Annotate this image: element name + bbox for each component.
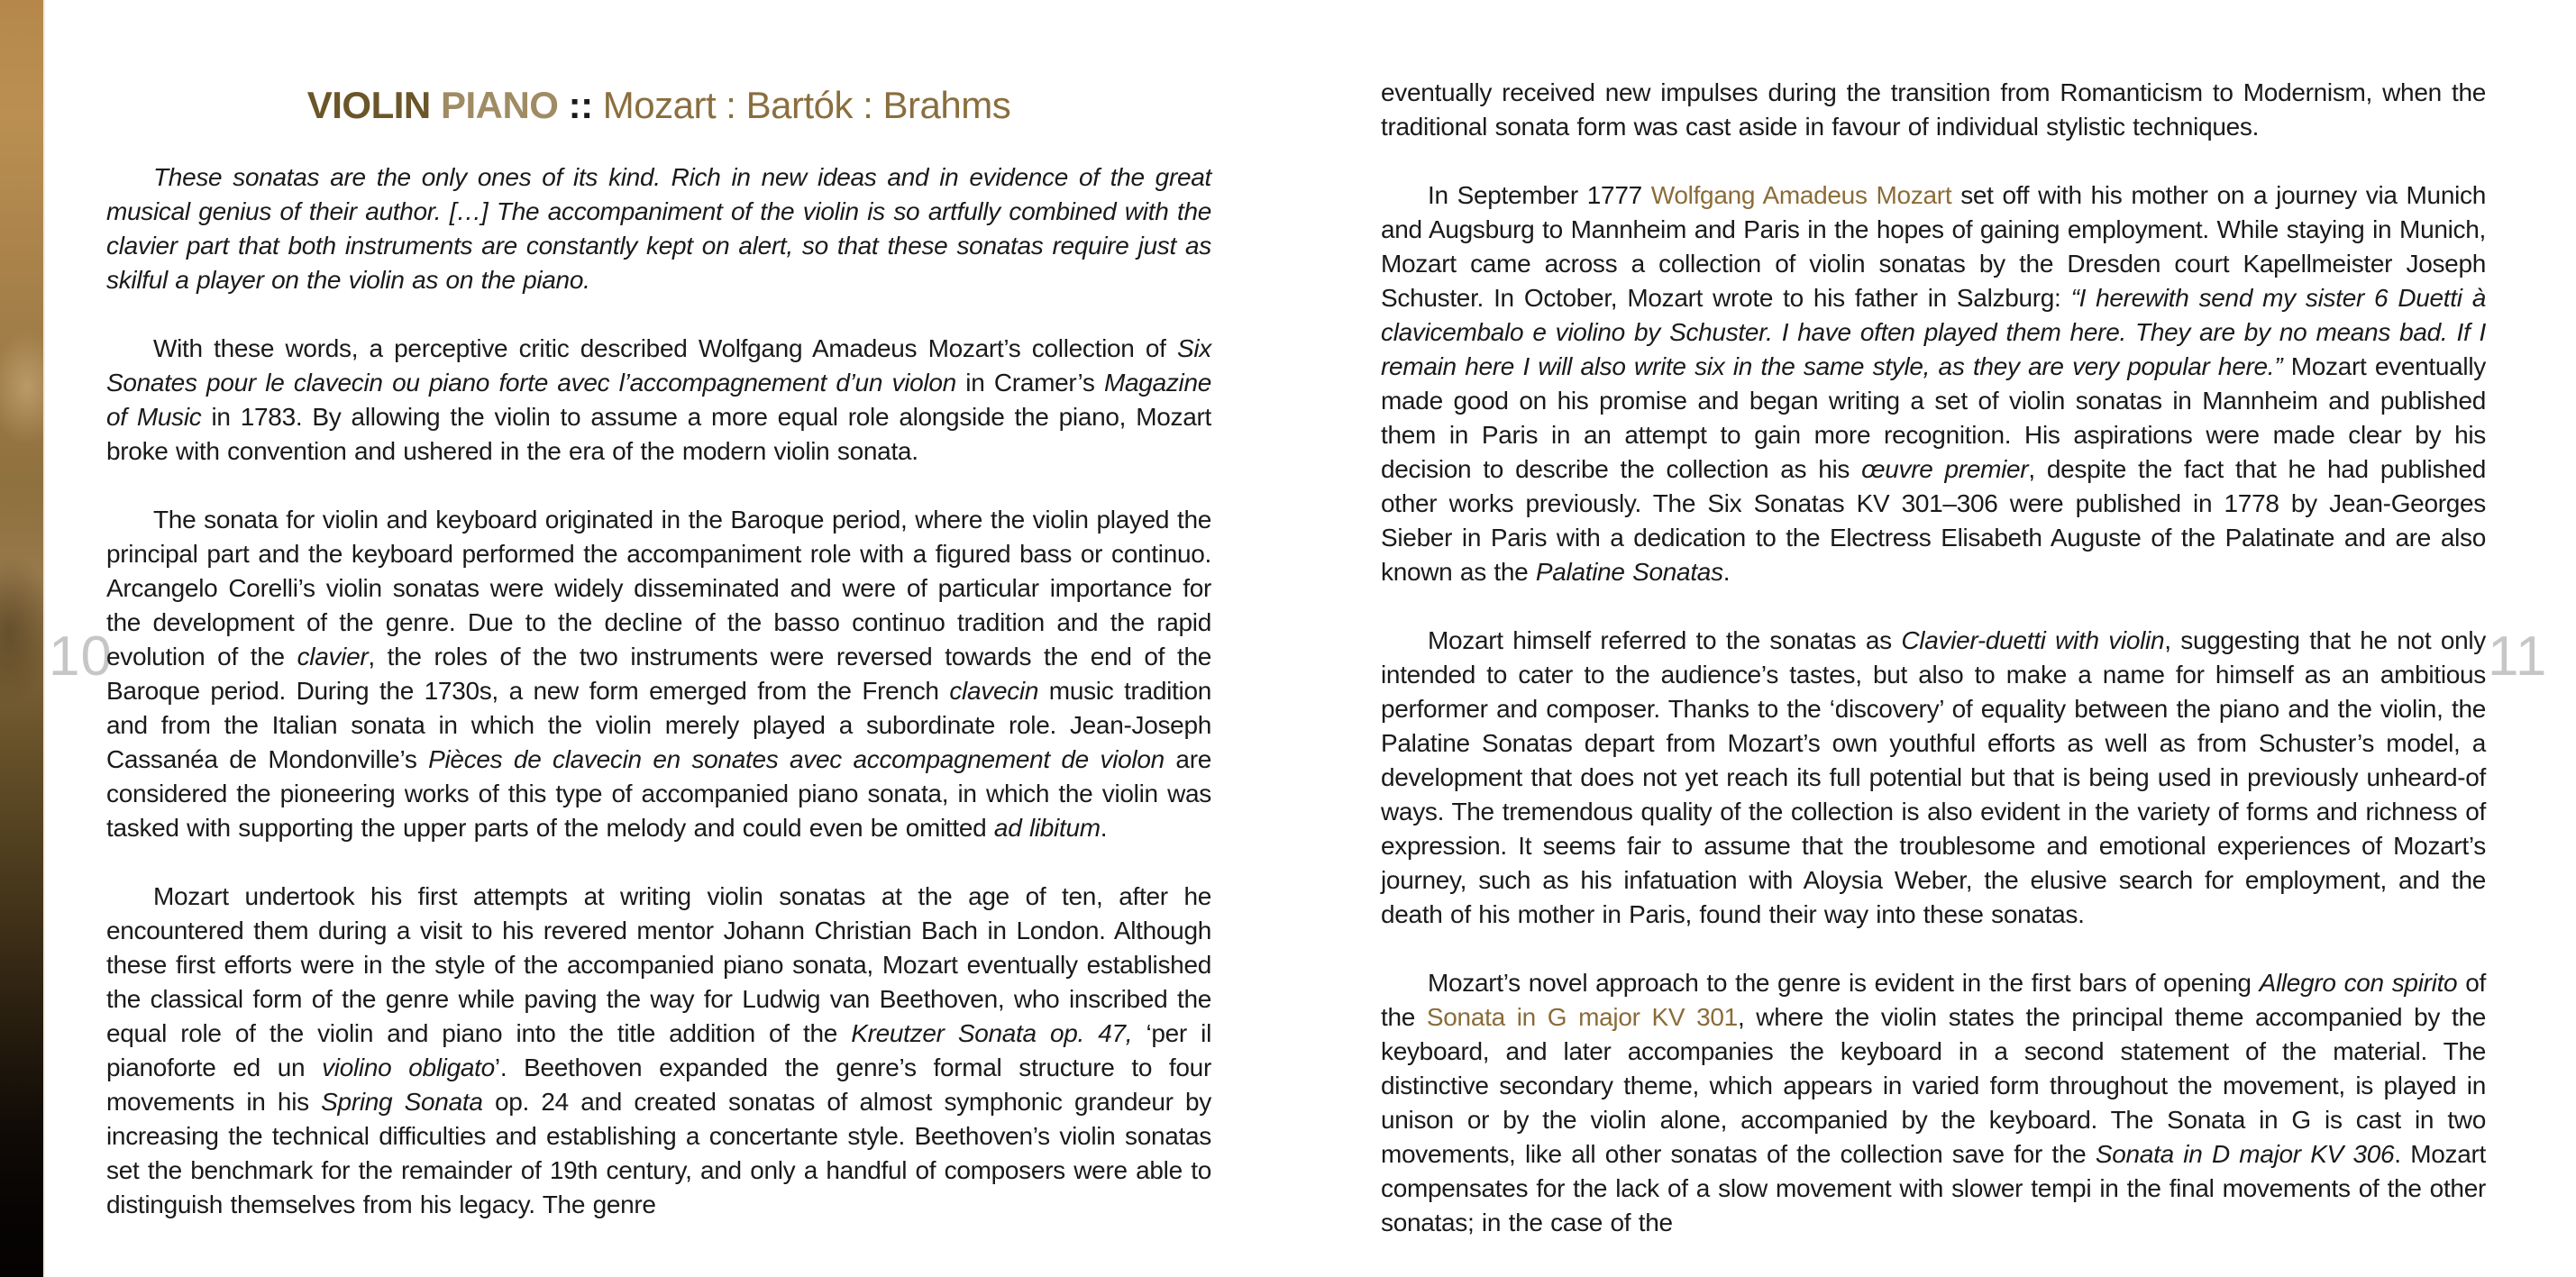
text-run-normal: . Mozart compensates for the lack of a slow movement with slower tempi in the final movements of the other sonatas; in the case of the <box>1381 1140 2486 1236</box>
paragraph <box>106 503 1211 845</box>
text-run-normal: The sonata for violin and keyboard originated in the Baroque period, where the violin played the principal part and the keyboard performed the accompaniment role with a figured bass or continuo. Arcangelo Corelli’s violin sonatas were widely disseminated and were of particular importance for the development of the genre. Due to the decline of the basso continuo tradition and the rapid evolution of the <box>106 506 1211 670</box>
cover-photo-strip <box>0 0 45 1277</box>
paragraph <box>1381 624 2486 932</box>
title-separator: :: <box>568 84 593 126</box>
text-run-italic: ad libitum <box>993 814 1101 842</box>
paragraph <box>106 332 1211 469</box>
text-run-italic: Sonata in D major KV 306 <box>2095 1140 2395 1168</box>
text-run-normal: Mozart himself referred to the sonatas as <box>1428 626 1902 654</box>
page-number-left: 10 <box>49 625 113 688</box>
text-run-normal: are considered the pioneering works of this type of accompanied piano sonata, in which the violin was tasked with supporting the upper parts of the melody and could even be omitted <box>106 745 1211 842</box>
left-page-text <box>106 160 1211 1222</box>
text-run-italic: Spring Sonata <box>321 1088 483 1116</box>
paragraph <box>1381 76 2486 144</box>
right-page-text <box>1381 76 2486 1240</box>
text-run-normal: Mozart eventually made good on his promise and began writing a set of violin sonatas in Mannheim and published them in Paris in an attempt to gain more recognition. His aspirations were made clear by his decision to describe the collection as his <box>1381 352 2486 483</box>
page-number-right: 11 <box>2488 625 2548 688</box>
text-run-italic: Pièces de clavecin en sonates avec accompagnement de violon <box>428 745 1165 773</box>
page-left <box>106 79 1211 1222</box>
text-run-italic: Allegro con spirito <box>2259 969 2458 997</box>
text-run-italic: Clavier-duetti with violin <box>1901 626 2165 654</box>
text-run-normal: . <box>1722 558 1731 586</box>
text-run-normal: , where the violin states the principal theme accompanied by the keyboard, and later accompanies the keyboard in a second statement of the material. The distinctive secondary theme, which appears in varied form throughout the movement, is played in unison or by the violin alone, accompanied by the keyboard. The Sonata in G is cast in two movements, like all other sonatas of the collection save for the <box>1381 1003 2486 1168</box>
paragraph <box>106 880 1211 1222</box>
text-run-normal: . <box>1100 814 1108 842</box>
text-run-italic: clavecin <box>949 677 1039 705</box>
text-run-italic: Palatine Sonatas <box>1535 558 1723 586</box>
title-composers: Mozart : Bartók : Brahms <box>602 84 1011 126</box>
text-run-italic: These sonatas are the only ones of its kind. Rich in new ideas and in evidence of the great musical genius of their author. […] The accompaniment of the violin is so artfully combined with the clavier part that both instruments are constantly kept on alert, so that these sonatas require just as skilful a player on the violin as on the piano. <box>106 163 1211 294</box>
text-run-italic: Six Sonates pour le clavecin ou piano forte avec l’accompagnement d’un violon <box>106 334 1211 397</box>
text-run-normal: , the roles of the two instruments were reversed towards the end of the Baroque period. During the 1730s, a new form emerged from the French <box>106 643 1211 705</box>
text-run-normal: , suggesting that he not only intended to cater to the audience’s tastes, but also to make a name for himself as an ambitious performer and composer. Thanks to the ‘discovery’ of equality between the piano and the violin, the Palatine Sonatas depart from Mozart’s own youthful efforts as well as from Schuster’s model, a development that does not yet reach its full potential but that is being used in previously unheard-of ways. The tremendous quality of the collection is also evident in the variety of forms and richness of expression. It seems fair to assume that the troublesome and emotional experiences of Mozart’s journey, such as his infatuation with Aloysia Weber, the elusive search for employment, and the death of his mother in Paris, found their way into these sonatas. <box>1381 626 2486 928</box>
text-run-italic: violino obligato <box>322 1054 495 1081</box>
text-run-gold: Sonata in G major KV 301 <box>1426 1003 1738 1031</box>
text-run-normal: In September 1777 <box>1428 181 1651 209</box>
page-title <box>106 79 1211 132</box>
text-run-gold: Wolfgang Amadeus Mozart <box>1650 181 1952 209</box>
title-piano: PIANO <box>440 84 559 126</box>
text-run-normal: ’. Beethoven expanded the genre’s formal structure to four movements in his <box>106 1054 1211 1116</box>
text-run-normal: music tradition and from the Italian sonata in which the violin merely played a subordinate role. Jean-Joseph Cassanéa de Mondonville’s <box>106 677 1211 773</box>
text-run-normal: op. 24 and created sonatas of almost symphonic grandeur by increasing the technical difficulties and establishing a concertante style. Beethoven’s violin sonatas set the benchmark for the remainder of 19th century, and only a handful of composers were able to distinguish themselves from his legacy. The genre <box>106 1088 1211 1218</box>
paragraph <box>106 160 1211 297</box>
text-run-italic: “I herewith send my sister 6 Duetti à clavicembalo e violino by Schuster. I have often played them here. They are by no means bad. If I remain here I will also write six in the same style, as they are very popular here.” <box>1381 284 2486 380</box>
text-run-italic: Magazine of Music <box>106 369 1212 431</box>
text-run-normal: of the <box>1381 969 2486 1031</box>
text-run-normal: eventually received new impulses during the transition from Romanticism to Modernism, when the traditional sonata form was cast aside in favour of individual stylistic techniques. <box>1381 78 2486 141</box>
page-right <box>1381 76 2486 1240</box>
text-run-normal: ‘per il pianoforte ed un <box>106 1019 1211 1081</box>
text-run-normal: With these words, a perceptive critic described Wolfgang Amadeus Mozart’s collection of <box>153 334 1177 362</box>
paragraph <box>1381 966 2486 1240</box>
text-run-italic: Kreutzer Sonata op. 47, <box>851 1019 1133 1047</box>
paragraph <box>1381 178 2486 589</box>
title-violin: VIOLIN <box>306 84 431 126</box>
text-run-normal: , despite the fact that he had published other works previously. The Six Sonatas KV 301–306 were published in 1778 by Jean-Georges Sieber in Paris with a dedication to the Electress Elisabeth Auguste of the Palatinate and are also known as the <box>1381 455 2486 586</box>
text-run-normal: Mozart’s novel approach to the genre is evident in the first bars of opening <box>1428 969 2260 997</box>
text-run-normal: Mozart undertook his first attempts at writing violin sonatas at the age of ten, after he encountered them during a visit to his revered mentor Johann Christian Bach in London. Although these first efforts were in the style of the accompanied piano sonata, Mozart eventually established the classical form of the genre while paving the way for Ludwig van Beethoven, who inscribed the equal role of the violin and piano into the title addition of the <box>106 882 1211 1047</box>
text-run-italic: œuvre premier <box>1861 455 2029 483</box>
text-run-normal: set off with his mother on a journey via Munich and Augsburg to Mannheim and Paris in the hopes of gaining employment. While staying in Munich, Mozart came across a collection of violin sonatas by the Dresden court Kapellmeister Joseph Schuster. In October, Mozart wrote to his father in Salzburg: <box>1381 181 2486 312</box>
text-run-normal: in Cramer’s <box>955 369 1104 397</box>
text-run-italic: clavier <box>297 643 369 670</box>
text-run-normal: in 1783. By allowing the violin to assume a more equal role alongside the piano, Mozart broke with convention and ushered in the era of the modern violin sonata. <box>106 403 1211 465</box>
